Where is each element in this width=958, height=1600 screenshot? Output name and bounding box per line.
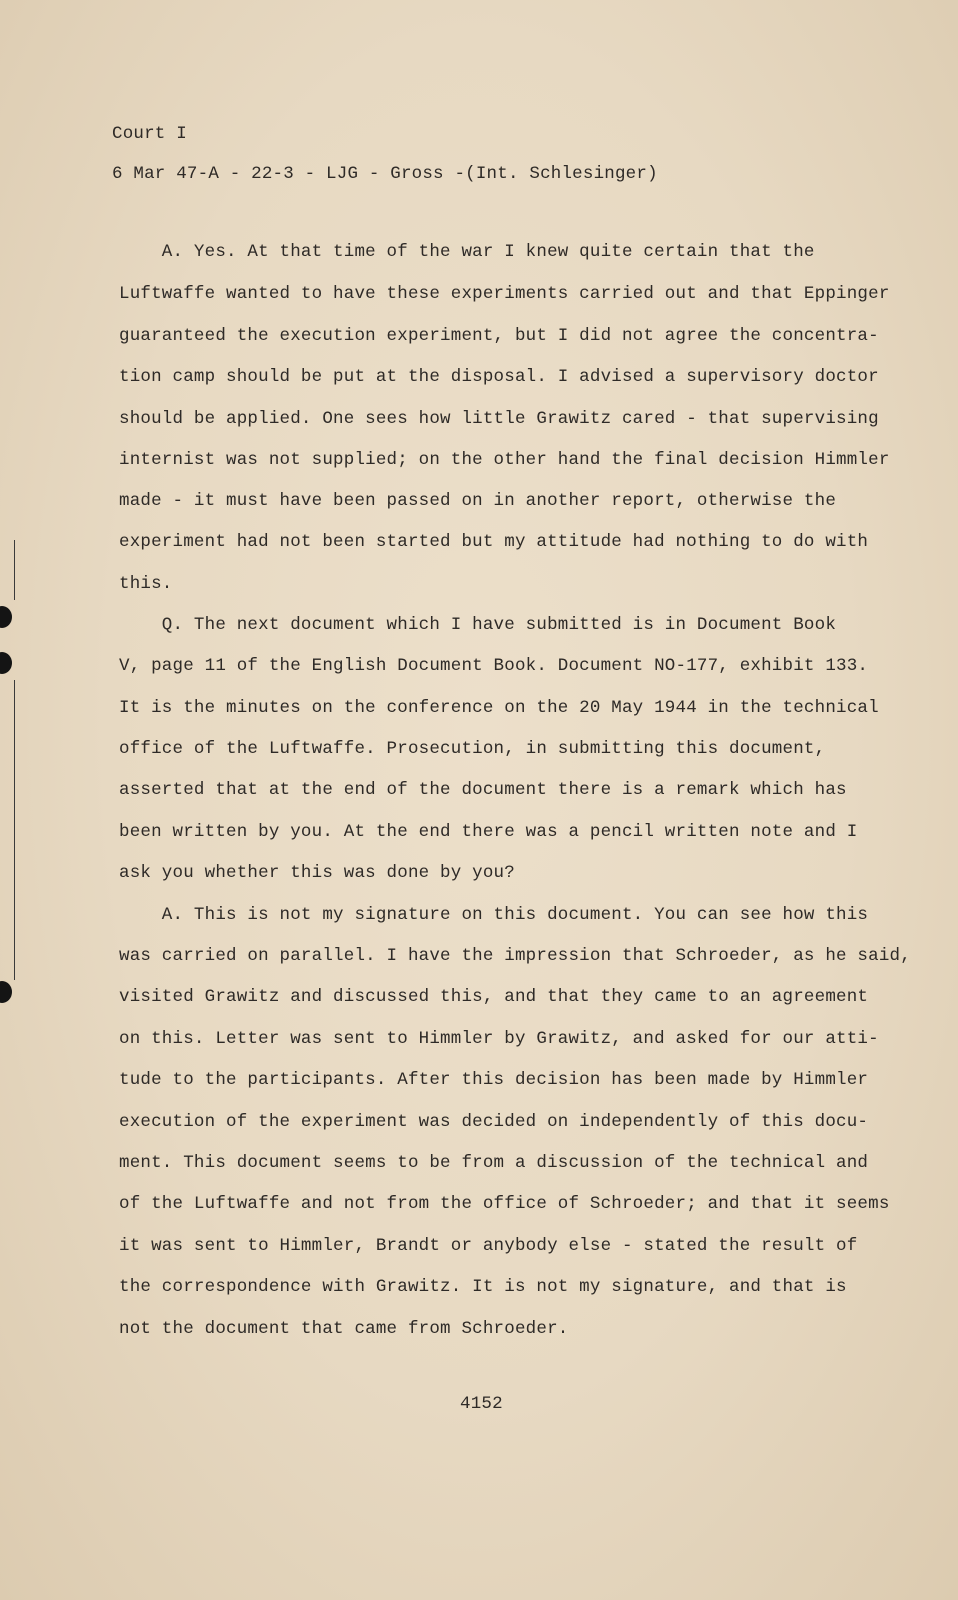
text-line: execution of the experiment was decided on independently of this docu- xyxy=(119,1112,869,1132)
text-line: was carried on parallel. I have the impression that Schroeder, as he said, xyxy=(119,946,911,966)
text-line: this. xyxy=(119,574,173,594)
punch-hole xyxy=(0,652,12,674)
text-line: V, page 11 of the English Document Book. Document NO-177, exhibit 133. xyxy=(119,656,869,676)
text-line: the correspondence with Grawitz. It is not my signature, and that is xyxy=(119,1277,847,1297)
binding-edge-line xyxy=(14,680,15,980)
text-line: A. Yes. At that time of the war I knew quite certain that the xyxy=(119,242,815,262)
text-line: Luftwaffe wanted to have these experiments carried out and that Eppinger xyxy=(119,284,890,304)
text-line: internist was not supplied; on the other hand the final decision Himmler xyxy=(119,450,890,470)
text-line: office of the Luftwaffe. Prosecution, in submitting this document, xyxy=(119,739,826,759)
session-header: 6 Mar 47-A - 22-3 - LJG - Gross -(Int. Schlesinger) xyxy=(112,164,658,184)
text-line: of the Luftwaffe and not from the office of Schroeder; and that it seems xyxy=(119,1194,890,1214)
page-number: 4152 xyxy=(460,1394,503,1414)
text-line: experiment had not been started but my attitude had nothing to do with xyxy=(119,532,869,552)
text-line: Q. The next document which I have submitted is in Document Book xyxy=(119,615,837,635)
text-line: ask you whether this was done by you? xyxy=(119,863,515,883)
punch-hole xyxy=(0,606,12,628)
text-line: guaranteed the execution experiment, but I did not agree the concentra- xyxy=(119,326,879,346)
text-line: it was sent to Himmler, Brandt or anybody else - stated the result of xyxy=(119,1236,858,1256)
text-line: should be applied. One sees how little Grawitz cared - that supervising xyxy=(119,409,879,429)
text-line: asserted that at the end of the document there is a remark which has xyxy=(119,780,847,800)
punch-hole xyxy=(0,981,12,1003)
text-line: It is the minutes on the conference on the 20 May 1944 in the technical xyxy=(119,698,879,718)
court-header: Court I xyxy=(112,124,187,144)
text-line: been written by you. At the end there was a pencil written note and I xyxy=(119,822,858,842)
text-line: not the document that came from Schroeder. xyxy=(119,1319,569,1339)
text-line: A. This is not my signature on this document. You can see how this xyxy=(119,905,869,925)
text-line: ment. This document seems to be from a discussion of the technical and xyxy=(119,1153,869,1173)
text-line: on this. Letter was sent to Himmler by Grawitz, and asked for our atti- xyxy=(119,1029,879,1049)
text-line: visited Grawitz and discussed this, and that they came to an agreement xyxy=(119,987,869,1007)
text-line: made - it must have been passed on in another report, otherwise the xyxy=(119,491,837,511)
text-line: tude to the participants. After this decision has been made by Himmler xyxy=(119,1070,869,1090)
binding-edge-line xyxy=(14,540,15,600)
text-line: tion camp should be put at the disposal. I advised a supervisory doctor xyxy=(119,367,879,387)
